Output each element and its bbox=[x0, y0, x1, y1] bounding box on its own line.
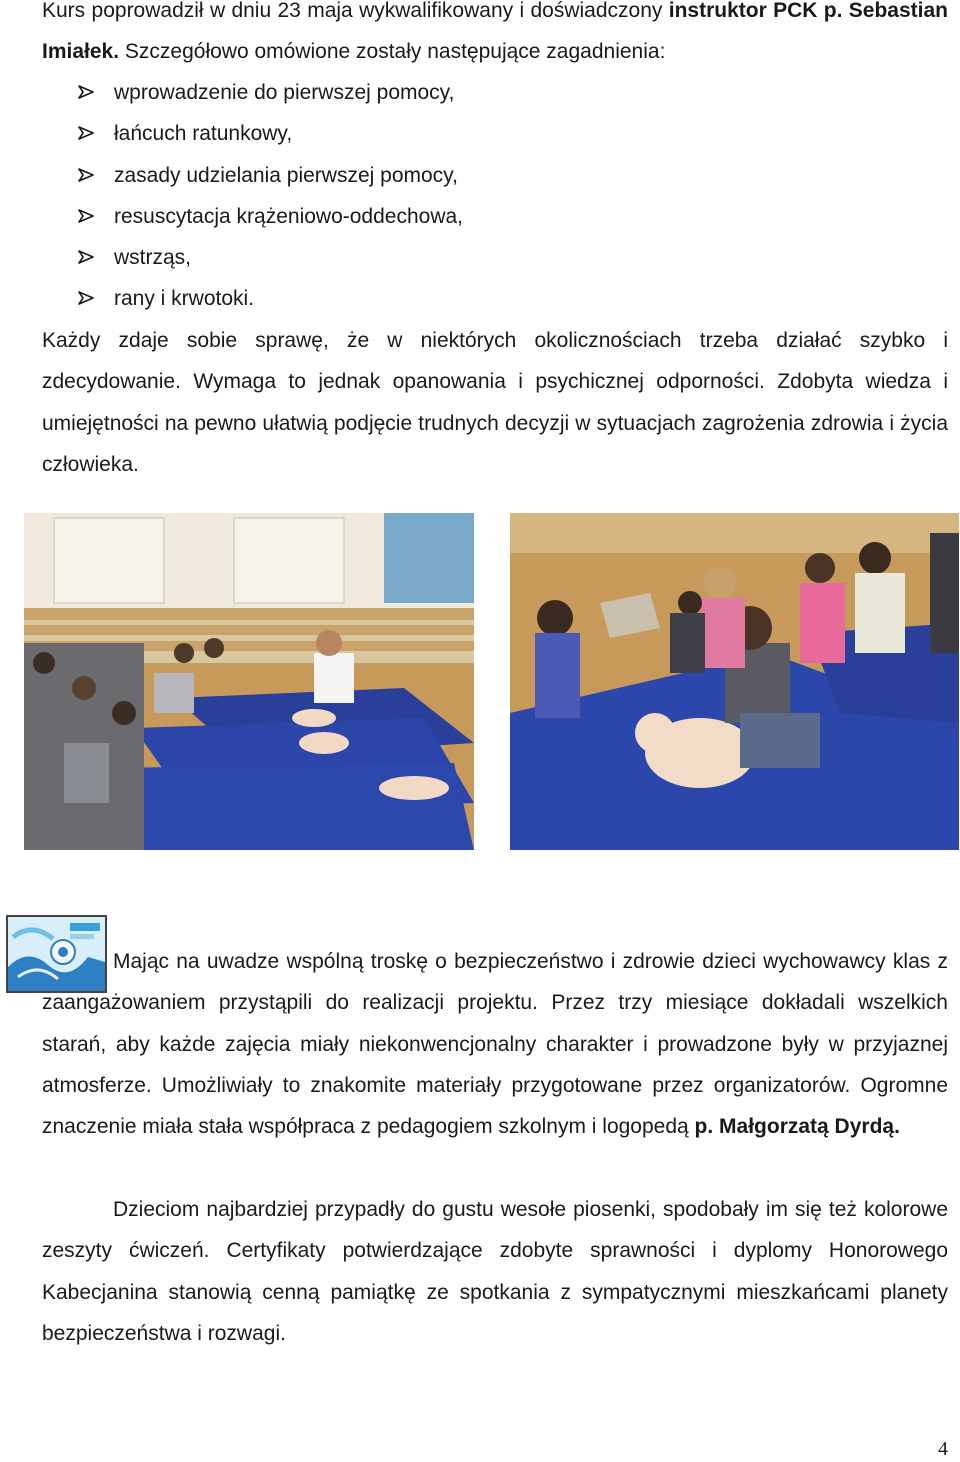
topics-list bbox=[78, 72, 463, 320]
arrow-bullet-icon bbox=[78, 72, 114, 113]
list-item bbox=[78, 113, 463, 154]
intro-text: Kurs poprowadził w dniu 23 maja wykwalifikowany i doświadczony bbox=[42, 0, 669, 22]
list-item bbox=[78, 72, 463, 113]
arrow-bullet-icon bbox=[78, 237, 114, 278]
list-item bbox=[78, 196, 463, 237]
topic-text: wstrząs, bbox=[114, 246, 192, 270]
arrow-bullet-icon bbox=[78, 155, 114, 196]
photo-gym-first-aid-training bbox=[24, 513, 474, 850]
list-item bbox=[78, 237, 463, 278]
topic-text: wprowadzenie do pierwszej pomocy, bbox=[114, 81, 455, 104]
topic-text: rany i krwotoki. bbox=[114, 287, 255, 311]
paragraph-project bbox=[42, 941, 948, 1147]
arrow-bullet-icon bbox=[78, 196, 114, 237]
arrow-bullet-icon bbox=[78, 278, 114, 319]
topic-text: łańcuch ratunkowy, bbox=[114, 122, 293, 146]
intro-paragraph bbox=[42, 0, 948, 73]
project-text: Mając na uwadze wspólną troskę o bezpieczeństwo i zdrowie dzieci wychowawcy klas z zaangażowaniem przystąpili do realizacji projektu. Przez trzy miesiące dokładali wszelkich starań, aby każde zajęcia miały niekonwencjonalny charakter i prowadzone były w przyjaznej atmosferze. Umożliwiały to znakomite materiały przygotowane przez organizatorów. Ogromne znaczenie miała stała współpraca z pedagogiem szkolnym i logopedą bbox=[42, 950, 948, 1139]
intro-text-continued: Szczegółowo omówione zostały następujące zagadnienia: bbox=[119, 40, 666, 64]
list-item bbox=[78, 278, 463, 319]
page-number: 4 bbox=[938, 1438, 948, 1460]
paragraph-summary: Dzieciom najbardziej przypadły do gustu wesołe piosenki, spodobały im się też kolorowe zeszyty ćwiczeń. Certyfikaty potwierdzające zdobyte sprawności i dyplomy Honorowego Kabecjanina stanowią cenną pamiątkę ze spotkania z sympatycznymi mieszkańcami planety bezpieczeństwa i rozwagi. bbox=[42, 1198, 948, 1345]
pedagogue-name: p. Małgorzatą Dyrdą. bbox=[694, 1115, 900, 1139]
arrow-bullet-icon bbox=[78, 113, 114, 154]
topic-text: resuscytacja krążeniowo-oddechowa, bbox=[114, 204, 464, 228]
paragraph-awareness: Każdy zdaje sobie sprawę, że w niektórych okolicznościach trzeba działać szybko i zdecydowanie. Wymaga to jednak opanowania i psychicznej odporności. Zdobyta wiedza i umiejętności na pewno ułatwią podjęcie trudnych decyzji w sytuacjach zagrożenia zdrowia i życia człowieka. bbox=[42, 329, 948, 476]
photo-child-cpr-practice bbox=[510, 513, 959, 850]
topic-text: zasady udzielania pierwszej pomocy, bbox=[114, 163, 458, 187]
list-item bbox=[78, 155, 463, 196]
instructor-name: instruktor PCK p. Sebastian Imiałek. bbox=[42, 0, 948, 64]
